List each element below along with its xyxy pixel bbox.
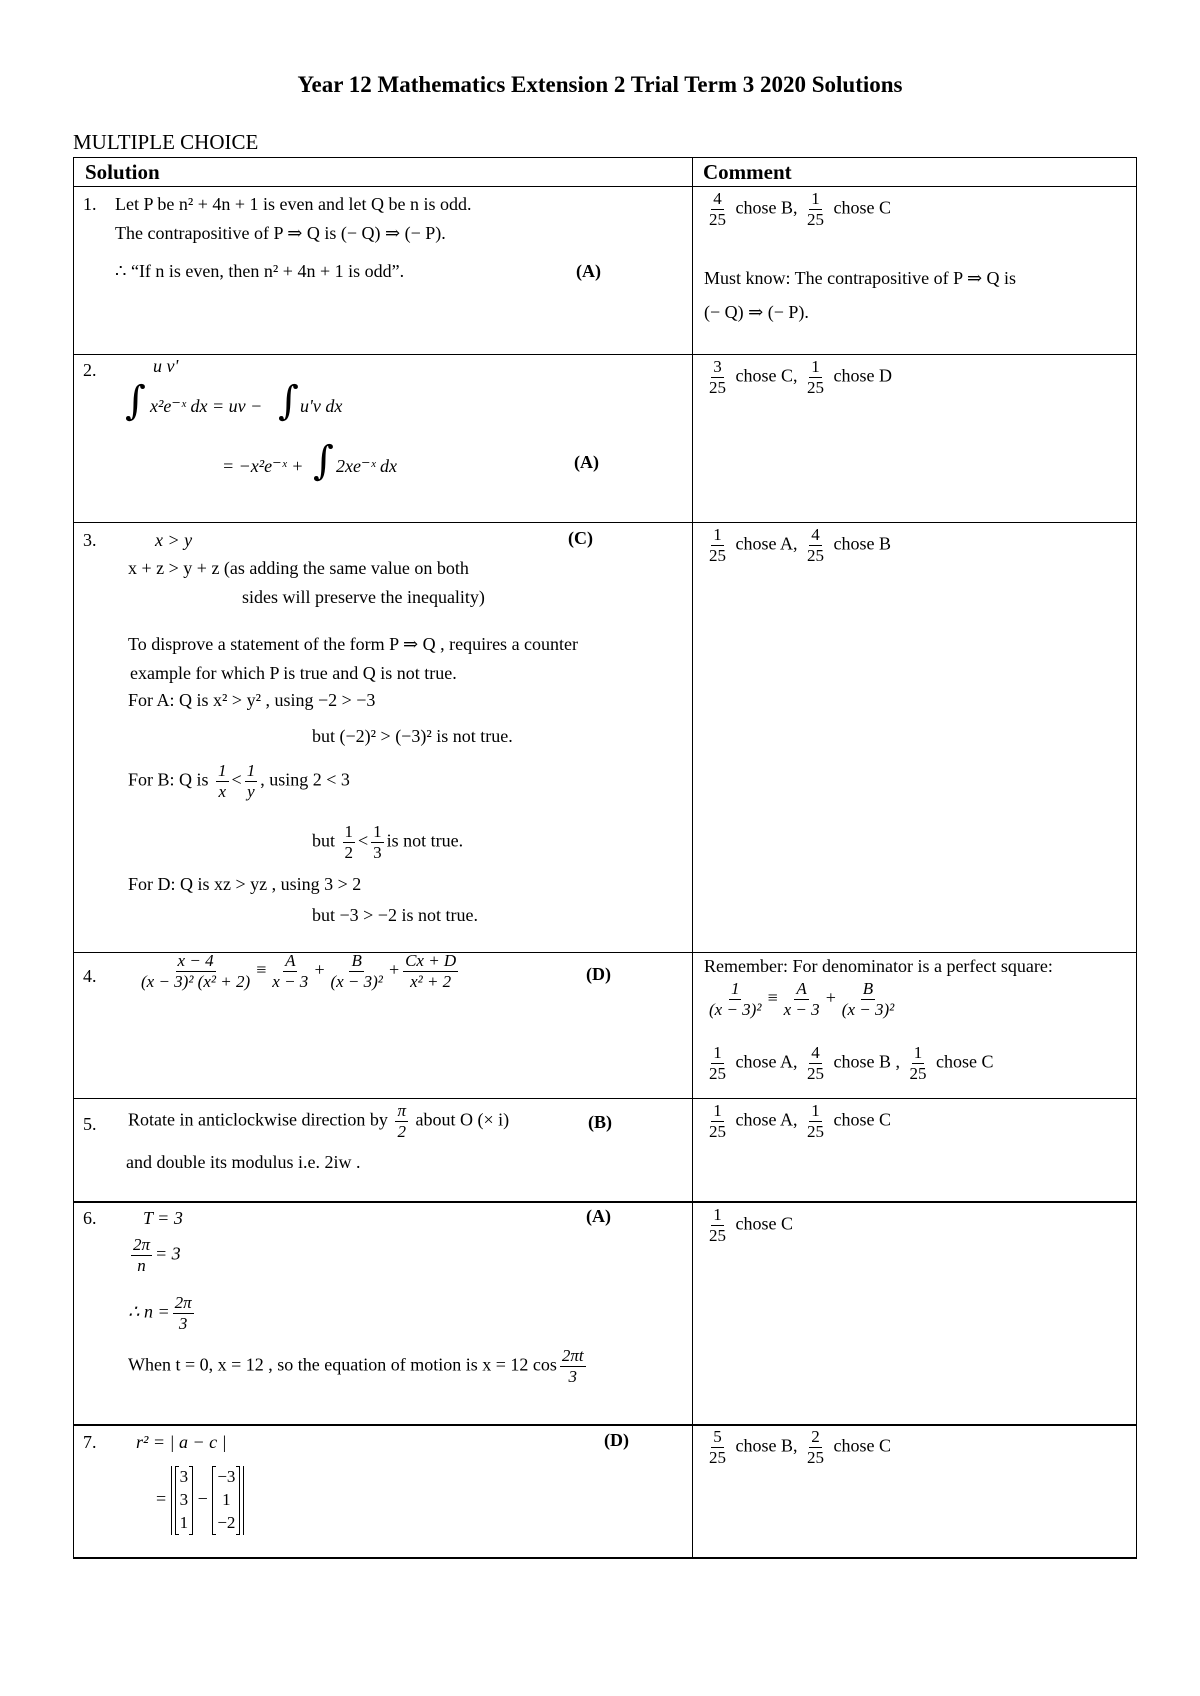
solution-line: 2xe⁻ˣ dx	[336, 456, 398, 476]
fraction: $\frac{Cx + D}{\text{x² + 2}}$	[405, 951, 457, 991]
integral-sign: ∫	[125, 378, 146, 424]
comment-stats: $\frac{3}{25}$ chose C, $\frac{1}{25}$ chose D	[709, 357, 892, 397]
fraction: $\frac{2\pi}{n}$	[133, 1235, 151, 1275]
parts-labels: u v'	[153, 356, 179, 376]
equation-of-motion: When t = 0, x = 12 , so the equation of motion is x = 12 cos $\frac{2\pi t}{3}$	[128, 1346, 584, 1386]
table-border-top	[73, 157, 1137, 158]
fraction: $\frac{A}{x - 3}$	[783, 979, 820, 1019]
integral-sign: ∫	[313, 438, 334, 484]
comment-line: (− Q) ⇒ (− P).	[704, 302, 809, 322]
solution-line: and double its modulus i.e. 2iw .	[126, 1152, 361, 1172]
solution-line: $\frac{2\pi}{n}$ = 3	[133, 1235, 181, 1275]
question-number: 3.	[83, 530, 97, 550]
fraction: $\frac{1}{25}$	[807, 1101, 824, 1141]
solution-line: ∴ “If n is even, then n² + 4n + 1 is odd”.	[115, 261, 405, 281]
fraction: $\frac{1}{\text{(x − 3)²}}$	[709, 979, 762, 1019]
row-divider	[73, 1424, 1137, 1426]
fraction: $\frac{B}{\text{(x − 3)²}}$	[330, 951, 383, 991]
question-number: 2.	[83, 360, 97, 380]
column-divider	[692, 157, 693, 1558]
fraction: $\frac{1}{25}$	[709, 1205, 726, 1245]
solution-line: u'v dx	[300, 396, 343, 416]
solution-line: Rotate in anticlockwise direction by $\frac{\pi}{2}$ about O (× i)	[128, 1101, 510, 1141]
fraction: $\frac{1}{25}$	[709, 1101, 726, 1141]
comment-line: Must know: The contrapositive of P ⇒ Q is	[704, 268, 1017, 288]
fraction: $\frac{1}{2}$	[344, 822, 354, 862]
row-divider	[73, 354, 1137, 355]
solution-line: To disprove a statement of the form P ⇒ Q , requires a counter	[128, 634, 579, 654]
fraction: $\frac{3}{25}$	[709, 357, 726, 397]
fraction: $\frac{1}{x}$	[218, 761, 227, 801]
row-divider	[73, 1098, 1137, 1099]
solution-line: but $\frac{1}{2}$ < $\frac{1}{3}$ is not true.	[312, 822, 464, 862]
fraction: $\frac{1}{25}$	[807, 357, 824, 397]
comment-stats: $\frac{5}{25}$ chose B, $\frac{2}{25}$ chose C	[709, 1427, 891, 1467]
comment-stats: $\frac{1}{25}$ chose A, $\frac{1}{25}$ chose C	[709, 1101, 891, 1141]
fraction: $\frac{\pi}{2}$	[397, 1101, 406, 1141]
solution-line: = −x²e⁻ˣ +	[222, 456, 304, 476]
fraction: $\frac{2}{25}$	[807, 1427, 824, 1467]
integral-sign: ∫	[278, 378, 299, 424]
table-border-bottom	[73, 1557, 1137, 1559]
comment-stats: $\frac{1}{25}$ chose C	[709, 1205, 793, 1245]
modulus-bars: 3 3 1 − −3 1 −2	[171, 1466, 245, 1535]
question-number: 6.	[83, 1208, 97, 1228]
section-heading: MULTIPLE CHOICE	[73, 130, 259, 154]
fraction: $\frac{4}{25}$	[807, 1043, 824, 1083]
comment-stats: $\frac{4}{25}$ chose B, $\frac{1}{25}$ chose C	[709, 189, 891, 229]
answer-letter: (C)	[568, 528, 593, 548]
solution-line: example for which P is true and Q is not true.	[130, 663, 457, 683]
solution-line: For B: Q is $\frac{1}{x}$ < $\frac{1}{y}$ , using 2 < 3	[128, 761, 350, 801]
answer-letter: (A)	[574, 452, 599, 472]
solution-line: For D: Q is xz > yz , using 3 > 2	[128, 874, 362, 894]
solution-line: x²e⁻ˣ dx = uv −	[150, 396, 263, 416]
solution-line: T = 3	[143, 1208, 183, 1228]
fraction: $\frac{1}{3}$	[373, 822, 382, 862]
table-border-right	[1136, 157, 1137, 1558]
solution-line: For A: Q is x² > y² , using −2 > −3	[128, 690, 376, 710]
solution-line: sides will preserve the inequality)	[242, 587, 485, 607]
fraction: $\frac{B}{\text{(x − 3)²}}$	[841, 979, 895, 1019]
answer-letter: (D)	[604, 1430, 629, 1450]
fraction: $\frac{1}{25}$	[807, 189, 824, 229]
question-number: 5.	[83, 1114, 97, 1134]
partial-fraction-equation: $\frac{x - 4}{\text{(x − 3)² (x² + 2)}}$ ≡ $\frac{A}{x - 3}$ + $\frac{B}{\text{(x − 3)²}}$ + $\frac{Cx + D}{\text{x² + 2}}$	[141, 951, 457, 991]
fraction: $\frac{1}{y}$	[246, 761, 256, 801]
solution-line: Let P be n² + 4n + 1 is even and let Q be n is odd.	[115, 194, 472, 214]
comment-stats: $\frac{1}{25}$ chose A, $\frac{4}{25}$ chose B	[709, 525, 891, 565]
answer-letter: (A)	[576, 261, 601, 281]
fraction: $\frac{A}{x - 3}$	[272, 951, 309, 991]
comment-line: Remember: For denominator is a perfect square:	[704, 956, 1053, 976]
solution-line: ∴ n = $\frac{2\pi}{3}$	[128, 1293, 192, 1333]
fraction: $\frac{x - 4}{\text{(x − 3)² (x² + 2)}}$	[141, 951, 251, 991]
fraction: $\frac{5}{25}$	[709, 1427, 726, 1467]
solution-line: x > y	[155, 530, 193, 550]
solution-line: x + z > y + z (as adding the same value on both	[128, 558, 469, 578]
table-border-left	[73, 157, 74, 1558]
fraction: $\frac{4}{25}$	[709, 189, 726, 229]
header-comment: Comment	[703, 160, 792, 184]
solution-line: The contrapositive of P ⇒ Q is (− Q) ⇒ (− P).	[115, 223, 446, 243]
fraction: $\frac{4}{25}$	[807, 525, 824, 565]
solution-line: r² = | a − c |	[136, 1432, 227, 1452]
comment-equation: $\frac{1}{\text{(x − 3)²}}$ ≡ $\frac{A}{x - 3}$ + $\frac{B}{\text{(x − 3)²}}$	[709, 979, 895, 1019]
solution-line: but (−2)² > (−3)² is not true.	[312, 726, 513, 746]
answer-letter: (D)	[586, 964, 611, 984]
fraction: $\frac{1}{25}$	[709, 525, 726, 565]
page-title: Year 12 Mathematics Extension 2 Trial Term 3 2020 Solutions	[297, 72, 903, 97]
question-number: 4.	[83, 966, 97, 986]
fraction: $\frac{1}{25}$	[909, 1043, 927, 1083]
answer-letter: (B)	[588, 1112, 612, 1132]
row-divider	[73, 522, 1137, 523]
vector-matrix: 3 3 1	[175, 1466, 194, 1535]
comment-stats: $\frac{1}{25}$ chose A, $\frac{4}{25}$ chose B , $\frac{1}{25}$ chose C	[709, 1043, 994, 1083]
question-number: 7.	[83, 1432, 97, 1452]
vector-matrix: −3 1 −2	[212, 1466, 240, 1535]
vector-difference: = 3 3 1 − −3 1 −2	[156, 1466, 244, 1535]
row-divider	[73, 1201, 1137, 1203]
fraction: $\frac{1}{25}$	[709, 1043, 726, 1083]
answer-letter: (A)	[586, 1206, 611, 1226]
fraction: $\frac{2\pi t}{3}$	[561, 1346, 584, 1386]
question-number: 1.	[83, 194, 97, 214]
row-divider	[73, 186, 1137, 187]
header-solution: Solution	[85, 160, 160, 184]
fraction: $\frac{2\pi}{3}$	[174, 1293, 192, 1333]
solution-line: but −3 > −2 is not true.	[312, 905, 478, 925]
